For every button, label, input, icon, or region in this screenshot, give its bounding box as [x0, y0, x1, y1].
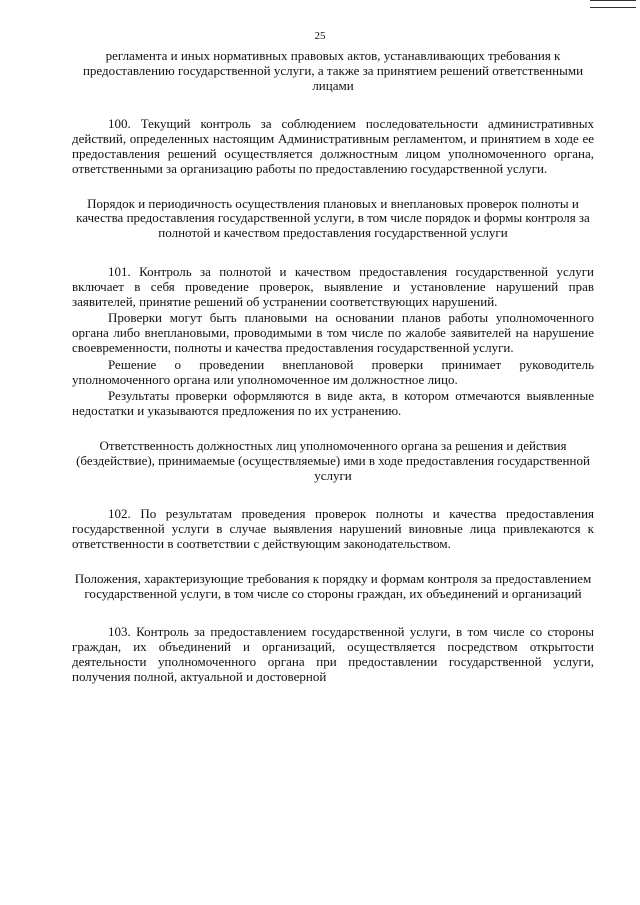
scan-corner-mark — [590, 0, 636, 8]
page-number: 25 — [314, 30, 326, 42]
paragraph-inspection-results: Результаты проверки оформляются в виде акта, в котором отмечаются выявленные недостатки и указываются предложения по их устранению. — [72, 388, 594, 419]
paragraph-unscheduled-decision: Решение о проведении внеплановой проверки принимает руководитель уполномоченного органа или уполномоченное им должностное лицо. — [72, 356, 594, 387]
paragraph-102: 102. По результатам проведения проверок полноты и качества предоставления государственной услуги в случае выявления нарушений виновные лица привлекаются к ответственности в соответствии с действующим законодательством. — [72, 506, 594, 551]
paragraph-101: 101. Контроль за полнотой и качеством предоставления государственной услуги включает в себя проведение проверок, выявление и установление нарушений прав заявителей, принятие решений об устранении соответствующих нарушений. — [72, 263, 594, 309]
paragraph-103: 103. Контроль за предоставлением государственной услуги, в том числе со стороны граждан, их объединений и организаций, осуществляется посредством открытости деятельности уполномоченного органа при предоставлении государственной услуги, получения полной, актуальной и достоверной — [72, 624, 594, 684]
paragraph-100: 100. Текущий контроль за соблюдением последовательности административных действий, определенных настоящим Административным регламентом, и принятием в ходе ее предоставления решений осуществляется должностным лицом уполномоченного органа, ответственными за организацию работы по предоставлению государственной услуги. — [72, 116, 594, 176]
paragraph-inspections-types: Проверки могут быть плановыми на основании планов работы уполномоченного органа либо внеплановыми, проводимыми в том числе по жалобе заявителей на нарушение своевременности, полноты и качества предоставления государственной услуги. — [72, 310, 594, 355]
section-heading-inspections: Порядок и периодичность осуществления плановых и внеплановых проверок полноты и качества предоставления государственной услуги, в том числе порядок и формы контроля за полнотой и качеством предоставления государственной услуги — [76, 195, 590, 241]
section-heading-public-control: Положения, характеризующие требования к порядку и формам контроля за предоставлением государственной услуги, в том числе со стороны граждан, их объединений и организаций — [74, 570, 592, 601]
document-body — [72, 49, 594, 685]
section-heading-responsibility: Ответственность должностных лиц уполномоченного органа за решения и действия (бездействие), принимаемые (осуществляемые) ими в ходе предоставления государственной услуги — [76, 437, 590, 483]
section-heading-continuation: регламента и иных нормативных правовых актов, устанавливающих требования к предоставлению государственной услуги, а также за принятием решений ответственными лицами — [82, 48, 584, 93]
